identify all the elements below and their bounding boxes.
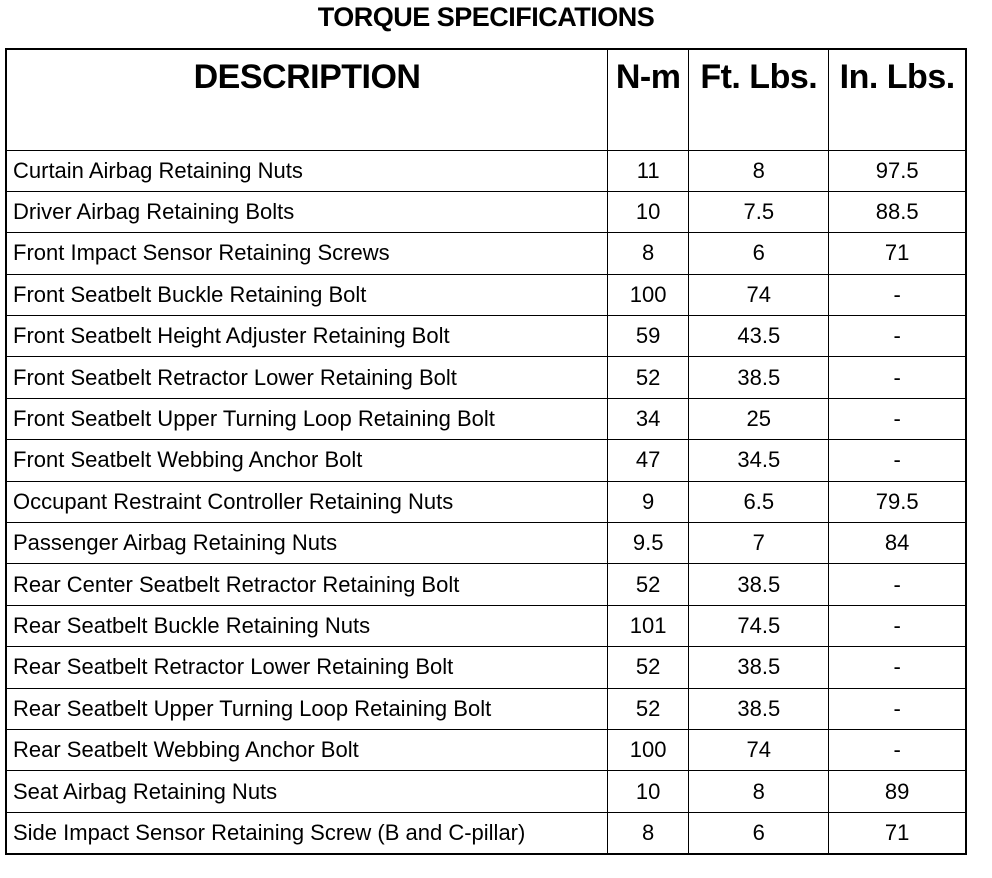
cell-in-lbs: 84 — [829, 523, 966, 564]
cell-ft-lbs: 38.5 — [689, 357, 829, 398]
cell-in-lbs: - — [829, 440, 966, 481]
table-row — [6, 647, 966, 688]
cell-ft-lbs: 38.5 — [689, 647, 829, 688]
cell-ft-lbs: 6 — [689, 812, 829, 853]
cell-in-lbs: - — [829, 729, 966, 770]
cell-in-lbs: - — [829, 688, 966, 729]
cell-description: Occupant Restraint Controller Retaining Nuts — [6, 481, 608, 522]
cell-in-lbs: - — [829, 357, 966, 398]
page-title: TORQUE SPECIFICATIONS — [317, 2, 655, 32]
cell-ft-lbs: 8 — [689, 150, 829, 191]
cell-description: Driver Airbag Retaining Bolts — [6, 191, 608, 232]
cell-nm: 100 — [608, 729, 689, 770]
cell-nm: 59 — [608, 316, 689, 357]
cell-description: Front Seatbelt Retractor Lower Retaining Bolt — [6, 357, 608, 398]
cell-description: Curtain Airbag Retaining Nuts — [6, 150, 608, 191]
cell-nm: 9.5 — [608, 523, 689, 564]
cell-in-lbs: - — [829, 398, 966, 439]
cell-nm: 47 — [608, 440, 689, 481]
cell-in-lbs: - — [829, 647, 966, 688]
table-row — [6, 605, 966, 646]
cell-ft-lbs: 34.5 — [689, 440, 829, 481]
table-row — [6, 729, 966, 770]
table-row — [6, 316, 966, 357]
cell-nm: 52 — [608, 357, 689, 398]
cell-ft-lbs: 25 — [689, 398, 829, 439]
torque-spec-table — [5, 48, 967, 855]
cell-ft-lbs: 74 — [689, 274, 829, 315]
cell-description: Rear Seatbelt Buckle Retaining Nuts — [6, 605, 608, 646]
cell-in-lbs: 88.5 — [829, 191, 966, 232]
cell-description: Front Seatbelt Upper Turning Loop Retaining Bolt — [6, 398, 608, 439]
table-row — [6, 688, 966, 729]
cell-nm: 9 — [608, 481, 689, 522]
cell-nm: 52 — [608, 688, 689, 729]
header-row — [6, 49, 966, 150]
cell-in-lbs: - — [829, 274, 966, 315]
table-row — [6, 812, 966, 853]
header-description: DESCRIPTION — [6, 49, 608, 150]
cell-in-lbs: - — [829, 316, 966, 357]
table-row — [6, 481, 966, 522]
table-row — [6, 523, 966, 564]
cell-description: Rear Seatbelt Webbing Anchor Bolt — [6, 729, 608, 770]
table-row — [6, 150, 966, 191]
cell-description: Rear Seatbelt Retractor Lower Retaining Bolt — [6, 647, 608, 688]
cell-nm: 8 — [608, 233, 689, 274]
cell-ft-lbs: 74.5 — [689, 605, 829, 646]
cell-in-lbs: 97.5 — [829, 150, 966, 191]
cell-description: Front Seatbelt Buckle Retaining Bolt — [6, 274, 608, 315]
table-row — [6, 357, 966, 398]
cell-in-lbs: 89 — [829, 771, 966, 812]
cell-in-lbs: 79.5 — [829, 481, 966, 522]
table-row — [6, 564, 966, 605]
cell-ft-lbs: 74 — [689, 729, 829, 770]
table-row — [6, 233, 966, 274]
cell-description: Rear Center Seatbelt Retractor Retaining Bolt — [6, 564, 608, 605]
cell-in-lbs: 71 — [829, 812, 966, 853]
cell-description: Passenger Airbag Retaining Nuts — [6, 523, 608, 564]
cell-ft-lbs: 7 — [689, 523, 829, 564]
header-nm: N-m — [608, 49, 689, 150]
table-row — [6, 398, 966, 439]
cell-ft-lbs: 6.5 — [689, 481, 829, 522]
cell-ft-lbs: 43.5 — [689, 316, 829, 357]
cell-nm: 34 — [608, 398, 689, 439]
header-in-lbs: In. Lbs. — [829, 49, 966, 150]
cell-nm: 100 — [608, 274, 689, 315]
table-row — [6, 771, 966, 812]
cell-description: Front Seatbelt Webbing Anchor Bolt — [6, 440, 608, 481]
cell-nm: 10 — [608, 771, 689, 812]
table-row — [6, 440, 966, 481]
cell-nm: 101 — [608, 605, 689, 646]
cell-ft-lbs: 6 — [689, 233, 829, 274]
cell-description: Front Seatbelt Height Adjuster Retaining Bolt — [6, 316, 608, 357]
cell-in-lbs: - — [829, 564, 966, 605]
cell-ft-lbs: 38.5 — [689, 688, 829, 729]
cell-in-lbs: 71 — [829, 233, 966, 274]
cell-ft-lbs: 38.5 — [689, 564, 829, 605]
cell-nm: 11 — [608, 150, 689, 191]
table-header — [6, 49, 966, 150]
cell-nm: 52 — [608, 564, 689, 605]
cell-in-lbs: - — [829, 605, 966, 646]
table-body — [6, 150, 966, 854]
cell-ft-lbs: 7.5 — [689, 191, 829, 232]
cell-description: Seat Airbag Retaining Nuts — [6, 771, 608, 812]
header-ft-lbs: Ft. Lbs. — [689, 49, 829, 150]
table-row — [6, 191, 966, 232]
cell-ft-lbs: 8 — [689, 771, 829, 812]
cell-description: Front Impact Sensor Retaining Screws — [6, 233, 608, 274]
cell-nm: 52 — [608, 647, 689, 688]
cell-description: Side Impact Sensor Retaining Screw (B and C-pillar) — [6, 812, 608, 853]
cell-description: Rear Seatbelt Upper Turning Loop Retaining Bolt — [6, 688, 608, 729]
cell-nm: 8 — [608, 812, 689, 853]
table-row — [6, 274, 966, 315]
cell-nm: 10 — [608, 191, 689, 232]
